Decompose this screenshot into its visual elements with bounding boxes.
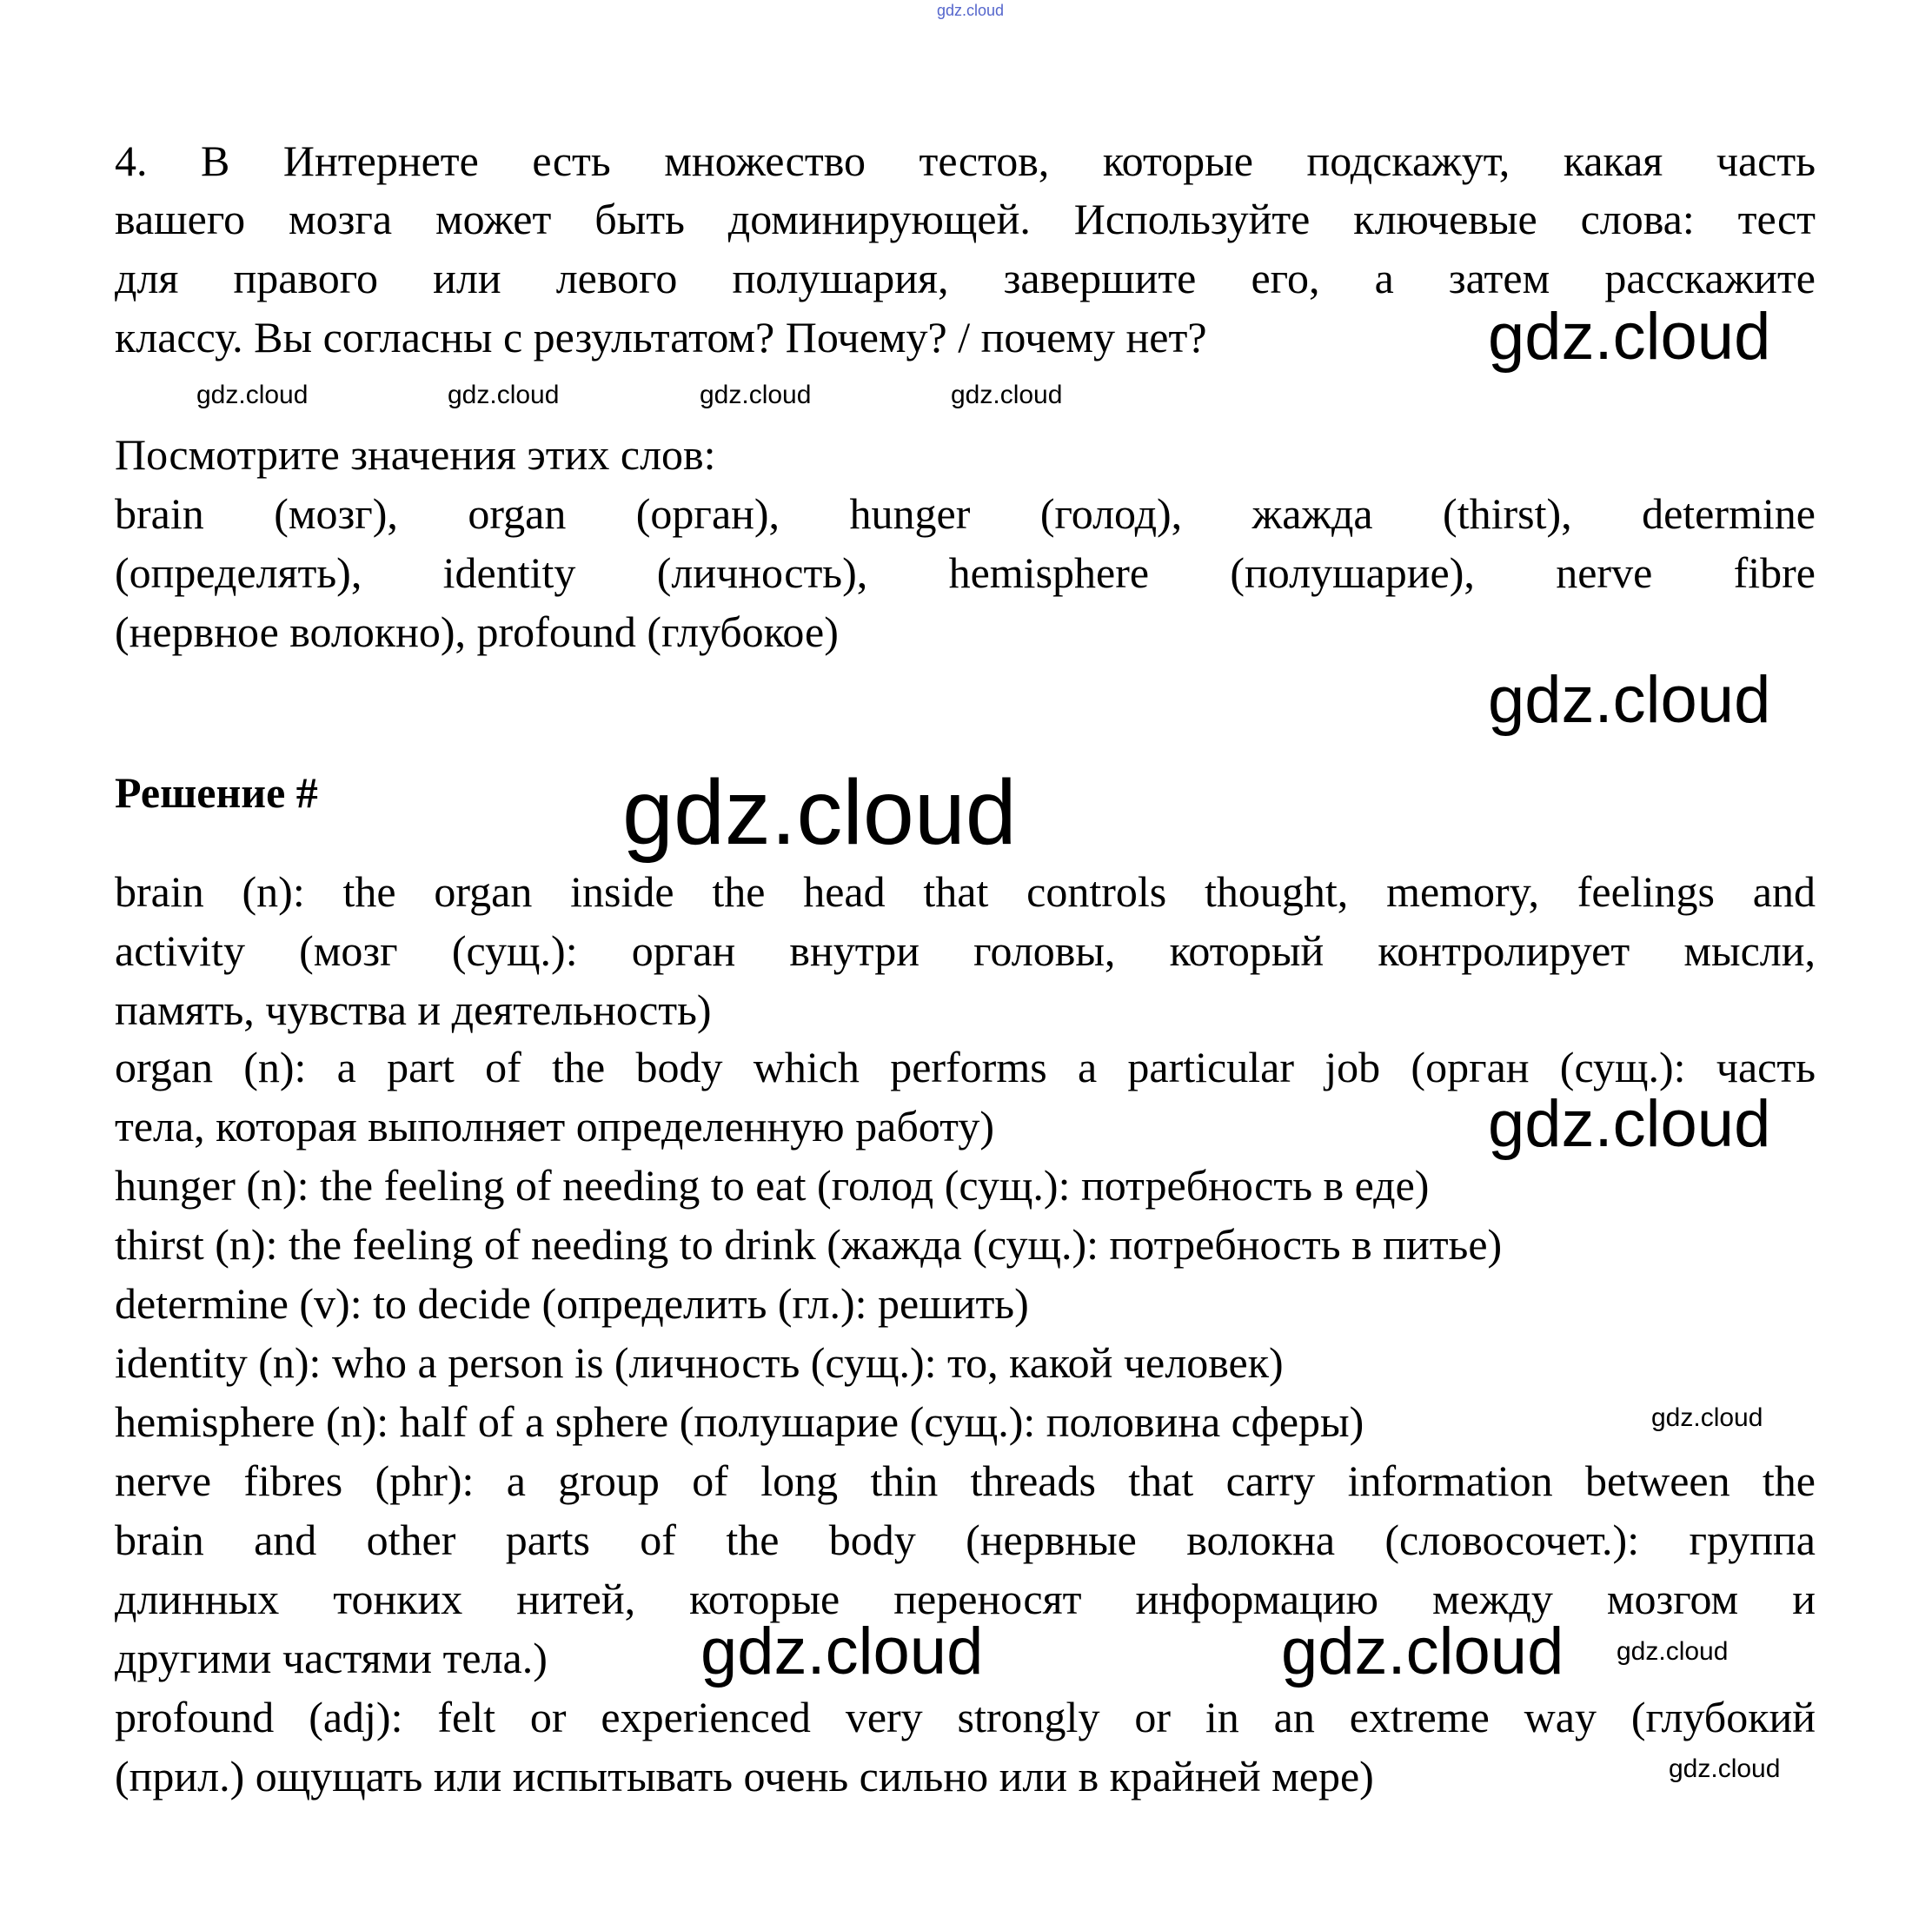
solution-line: determine (v): to decide (определить (гл.): решить) [115,1279,1029,1328]
watermark-small: gdz.cloud [448,381,560,409]
watermark-small: gdz.cloud [1651,1403,1763,1432]
watermark-large: gdz.cloud [700,1615,984,1688]
solution-line: hunger (n): the feeling of needing to eat (голод (сущ.): потребность в еде) [115,1161,1430,1210]
solution-line: identity (n): who a person is (личность (сущ.): то, какой человек) [115,1338,1284,1387]
watermark-small: gdz.cloud [700,381,812,409]
watermark-small: gdz.cloud [1617,1637,1729,1666]
watermark-xlarge: gdz.cloud [622,761,1017,864]
vocab-line: brain (мозг), organ (орган), hunger (голод), жажда (thirst), determine [115,489,1816,538]
solution-line: brain (n): the organ inside the head that controls thought, memory, feelings and [115,867,1816,916]
solution-line: organ (n): a part of the body which performs a particular job (орган (сущ.): часть [115,1043,1816,1091]
solution-line: activity (мозг (сущ.): орган внутри головы, который контролирует мысли, [115,926,1816,975]
task-line: классу. Вы согласны с результатом? Почему? / почему нет? [115,313,1207,361]
watermark-top: gdz.cloud [937,2,1005,19]
watermark-large: gdz.cloud [1488,300,1771,374]
vocab-heading: Посмотрите значения этих слов: [115,430,716,479]
solution-line: длинных тонких нитей, которые переносят информацию между мозгом и [115,1575,1816,1623]
watermark-large: gdz.cloud [1488,663,1771,737]
watermark-small: gdz.cloud [1669,1754,1781,1783]
task-line: для правого или левого полушария, завершите его, а затем расскажите [115,254,1816,302]
watermark-large: gdz.cloud [1281,1615,1564,1688]
task-line: вашего мозга может быть доминирующей. Используйте ключевые слова: тест [115,195,1816,243]
solution-line: другими частями тела.) [115,1634,548,1682]
task-line: 4. В Интернете есть множество тестов, которые подскажут, какая часть [115,136,1816,185]
solution-heading: Решение # [115,768,318,817]
solution-line: тела, которая выполняет определенную работу) [115,1102,994,1151]
solution-line: (прил.) ощущать или испытывать очень сильно или в крайней мере) [115,1752,1374,1801]
solution-line: nerve fibres (phr): a group of long thin threads that carry information between the [115,1456,1816,1505]
vocab-line: (определять), identity (личность), hemisphere (полушарие), nerve fibre [115,548,1816,597]
solution-line: profound (adj): felt or experienced very strongly or in an extreme way (глубокий [115,1693,1816,1741]
solution-line: thirst (n): the feeling of needing to drink (жажда (сущ.): потребность в питье) [115,1220,1503,1269]
solution-line: hemisphere (n): half of a sphere (полушарие (сущ.): половина сферы) [115,1397,1364,1446]
watermark-large: gdz.cloud [1488,1087,1771,1161]
vocab-line: (нервное волокно), profound (глубокое) [115,607,839,656]
watermark-small: gdz.cloud [951,381,1063,409]
watermark-small: gdz.cloud [196,381,309,409]
solution-line: память, чувства и деятельность) [115,985,712,1034]
solution-line: brain and other parts of the body (нервные волокна (словосочет.): группа [115,1515,1816,1564]
